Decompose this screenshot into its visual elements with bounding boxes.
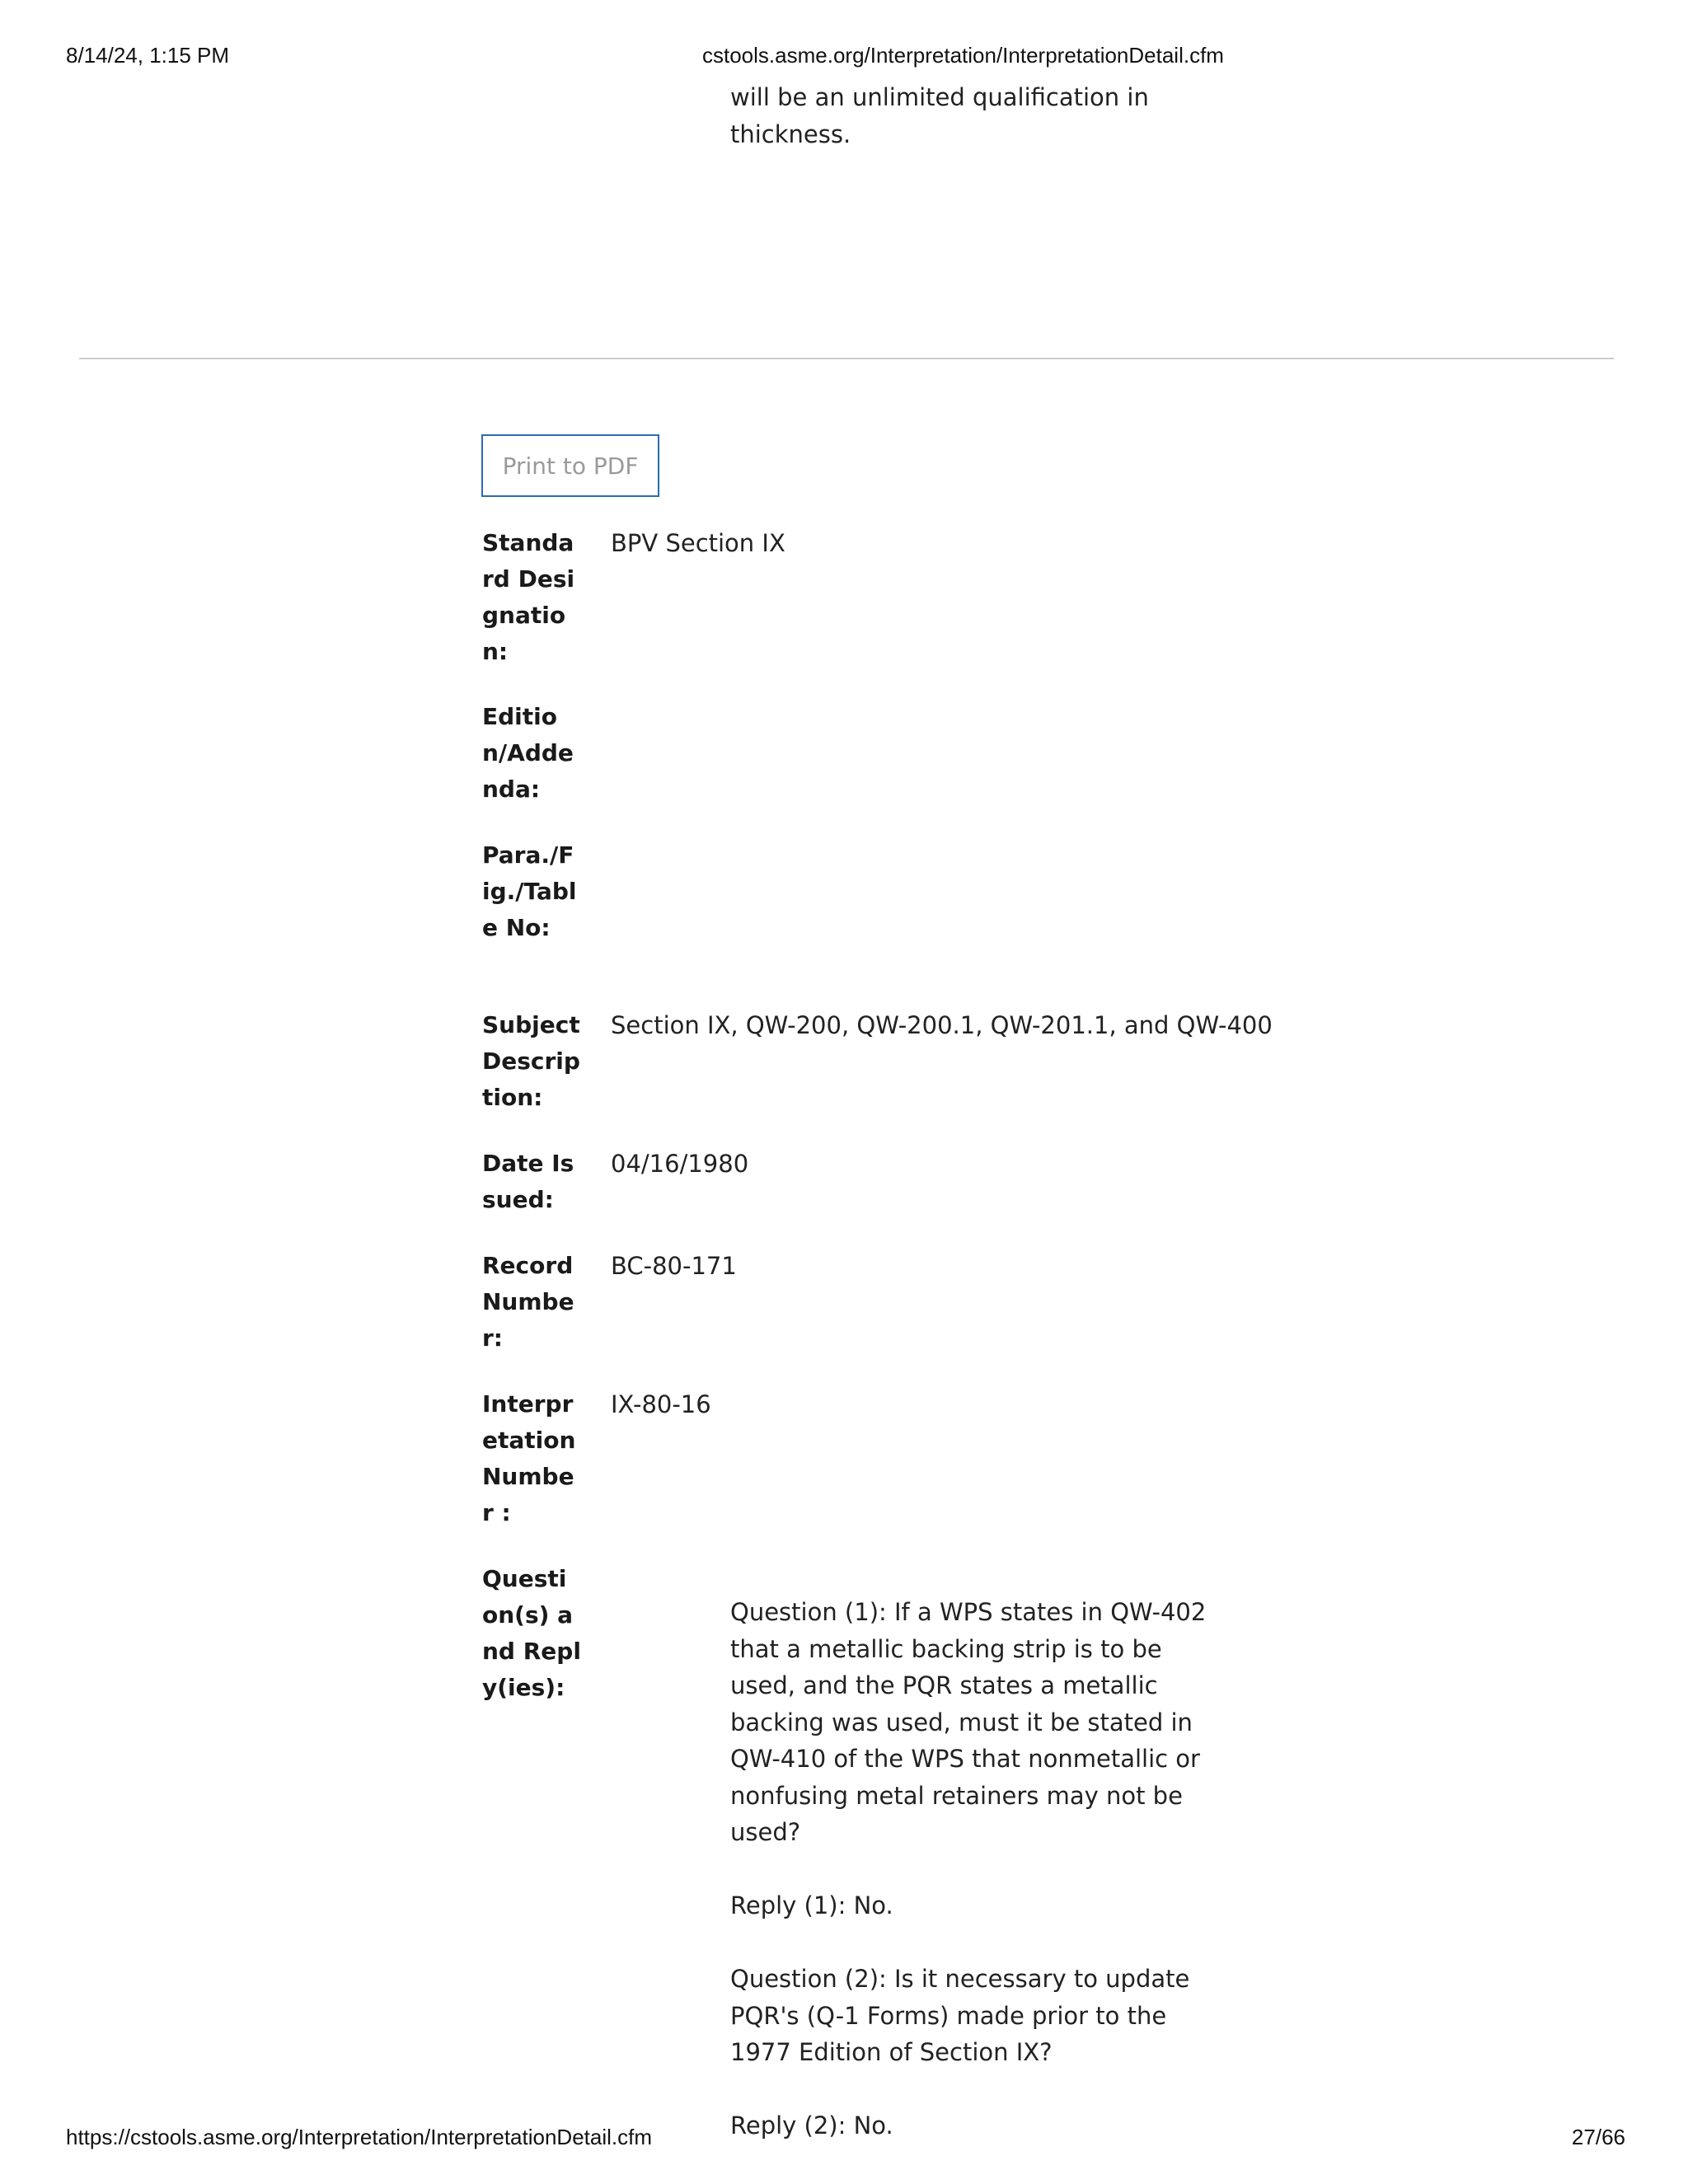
question-2: Question (2): Is it necessary to update PQR's (Q-1 Forms) made prior to the 1977 Edition of Section IX? — [730, 1965, 1190, 2066]
standard-designation-label: Standard Designation: — [482, 529, 575, 665]
para-fig-table-label: Para./Fig./Table No: — [482, 841, 577, 941]
reply-1: Reply (1): No. — [730, 1891, 893, 1919]
standard-designation-value: BPV Section IX — [611, 529, 785, 557]
print-header-url: cstools.asme.org/Interpretation/InterpretationDetail.cfm — [702, 43, 1224, 68]
date-issued-value: 04/16/1980 — [611, 1150, 749, 1178]
interpretation-number-label: Interpretation Number : — [482, 1390, 576, 1526]
previous-entry-text: will be an unlimited qualification in thickness. — [730, 83, 1149, 148]
edition-addenda-label: Edition/Addenda: — [482, 703, 574, 803]
interpretation-number-value: IX-80-16 — [611, 1390, 711, 1418]
date-issued-label: Date Issued: — [482, 1150, 574, 1213]
print-footer-url: https://cstools.asme.org/Interpretation/InterpretationDetail.cfm — [66, 2125, 653, 2149]
reply-2: Reply (2): No. — [730, 2111, 893, 2139]
subject-description-label: Subject Description: — [482, 1011, 580, 1111]
print-header-datetime: 8/14/24, 1:15 PM — [66, 43, 230, 68]
print-footer-page-number: 27/66 — [1571, 2125, 1625, 2149]
entry-divider — [79, 358, 1614, 359]
question-1: Question (1): If a WPS states in QW-402 that a metallic backing strip is to be used, and the PQR states a metallic backing was used, must it be stated in QW-410 of the WPS that nonmetallic or nonfusing metal retainers may not be used? — [730, 1598, 1207, 1846]
questions-replies-label: Question(s) and Reply(ies): — [482, 1565, 581, 1701]
print-to-pdf-button[interactable]: Print to PDF — [481, 434, 659, 497]
questions-replies-body — [730, 1594, 1233, 2181]
record-number-value: BC-80-171 — [611, 1252, 737, 1280]
record-number-label: Record Number: — [482, 1252, 574, 1352]
subject-description-value: Section IX, QW-200, QW-200.1, QW-201.1, and QW-400 — [611, 1011, 1273, 1039]
